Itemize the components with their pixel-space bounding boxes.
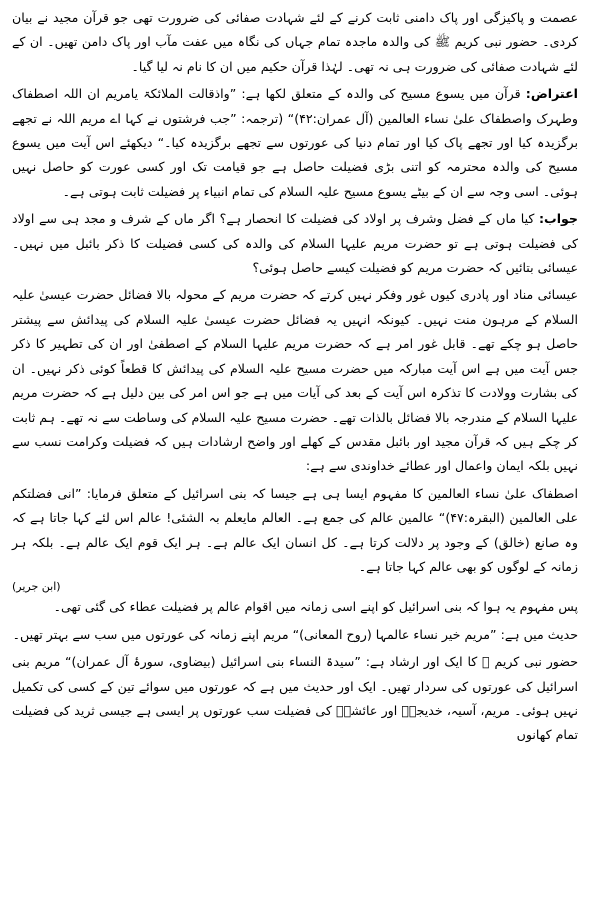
source-citation: (ابن جریر) [12, 580, 61, 594]
paragraph: عصمت و پاکیزگی اور پاک دامنی ثابت کرنے کے لئے شہادت صفائی کی ضرورت تھی جو قرآن مجید نے بیان کردی۔ حضور نبی کریم ﷺ کی والدہ ماجدہ تمام جہاں کی نگاہ میں عفت مآب اور پاک دامن تھیں۔ ان کے لئے شہادت صفائی کی ضرورت ہی نہ تھی۔ لہٰذا قرآن حکیم میں ان کا نام نہ لیا گیا۔ [12, 10, 578, 74]
objection-label: اعتراض: [525, 86, 578, 102]
paragraph: پس مفہوم یہ ہوا کہ بنی اسرائیل کو اپنے اسی زمانہ میں اقوام عالم پر فضیلت عطاء کی گئی تھی۔ [53, 599, 578, 615]
paragraph-answer [12, 207, 578, 280]
paragraph [12, 482, 578, 596]
paragraph: حضور نبی کریم ﷺ کا ایک اور ارشاد ہے: ”سیدۃ النساء بنی اسرائیل (بیضاوی، سورۂ آل عمران)“ مریم بنی اسرائیل کی عورتوں کی سردار تھیں۔ ایک اور حدیث میں ہے کہ عورتوں میں سوائے تین کے کسی کی تکمیل نہیں ہوئی۔ مریم، آسیہ، خدیجہؓ اور عائشہؓ کی فضیلت سب عورتوں پر ایسی ہے جیسی ثرید کی فضیلت تمام کھانوں [12, 654, 578, 743]
paragraph: عیسائی مناد اور پادری کیوں غور وفکر نہیں کرتے کہ حضرت مریم کے محولہ بالا فضائل حضرت عیسیٰ علیہ السلام کے مرہون منت نہیں۔ کیونکہ انہیں یہ فضائل حضرت عیسیٰ علیہ السلام کی پیدائش سے پیشتر حاصل ہو چکے تھے۔ قابل غور امر ہے کہ حضرت مریم علیہا السلام کے اصطفیٰ اور ان کی تطہیر کا ذکر جس آیت میں ہے اس آیت مبارکہ میں حضرت مسیح علیہ السلام کی پیدائش کا قطعاً کوئی ذکر نہیں۔ ان کی بشارت وولادت کا تذکرہ اس آیت کے بعد کی آیات میں ہے جو اس امر کی بین دلیل ہے کہ حضرت مریم علیہا السلام کے مندرجہ بالا فضائل بالذات تھے۔ حضرت مسیح علیہ السلام کی وساطت سے نہ تھے۔ ہم ثابت کر چکے ہیں کہ قرآن مجید اور بائبل مقدس کے کھلے اور واضح ارشادات ہیں کہ فضیلت وکرامت نسب سے نہیں بلکہ ایمان واعمال اور عطائے خداوندی سے ہے: [12, 287, 578, 474]
paragraph-text: قرآن میں یسوع مسیح کی والدہ کے متعلق لکھا ہے: ”واذقالت الملائکۃ یامریم ان اللہ اصطفاک وطہرک واصطفاک علیٰ نساء العالمین (آل عمران:۴۲)“ (ترجمہ: ”جب فرشتوں نے کہا اے مریم اللہ نے تجھے برگزیدہ کیا اور تجھے پاک کیا اور تمام دنیا کی عورتوں سے تجھے برگزیدہ کیا۔“ دیکھئے اس آیت میں یسوع مسیح کی والدہ محترمہ کو اتنی بڑی فضیلت حاصل ہے جو قیامت تک اور کسی عورت کو حاصل نہیں ہوئی۔ اسی وجہ سے ان کے بیٹے یسوع مسیح علیہ السلام کی تمام انبیاء پر فضیلت ثابت ہوتی ہے۔ [12, 86, 578, 199]
paragraph-text: اصطفاک علیٰ نساء العالمین کا مفہوم ایسا ہی ہے جیسا کہ بنی اسرائیل کے متعلق فرمایا: ”انی فضلتکم علی العالمین (البقرہ:۴۷)“ عالمین عالم کی جمع ہے۔ العالم مایعلم بہ الشئی! عالم اس لئے کہا جاتا ہے کہ وہ صانع (خالق) کے وجود پر دلالت کرتا ہے۔ کل انسان ایک عالم ہے۔ ہر ایک قوم ایک عالم ہے۔ بلکہ ہر زمانہ کے لوگوں کو بھی عالم کہا جاتا ہے۔ [12, 485, 578, 574]
paragraph-text: کیا ماں کے فضل وشرف پر اولاد کی فضیلت کا انحصار ہے؟ اگر ماں کے شرف و مجد ہی سے اولاد کی فضیلت ہوتی ہے تو حضرت مریم علیہا السلام کی والدہ کی کسی فضیلت کا ذکر بائبل میں نہیں۔ عیسائی بتائیں کہ حضرت مریم کو فضیلت کیسے حاصل ہوئی؟ [12, 211, 578, 276]
paragraph: حدیث میں ہے: ”مریم خیر نساء عالمہا (روح المعانی)“ مریم اپنے زمانہ کی عورتوں میں سب سے بہتر تھیں۔ [12, 626, 578, 642]
paragraph-objection [12, 82, 578, 204]
answer-label: جواب: [539, 211, 578, 227]
